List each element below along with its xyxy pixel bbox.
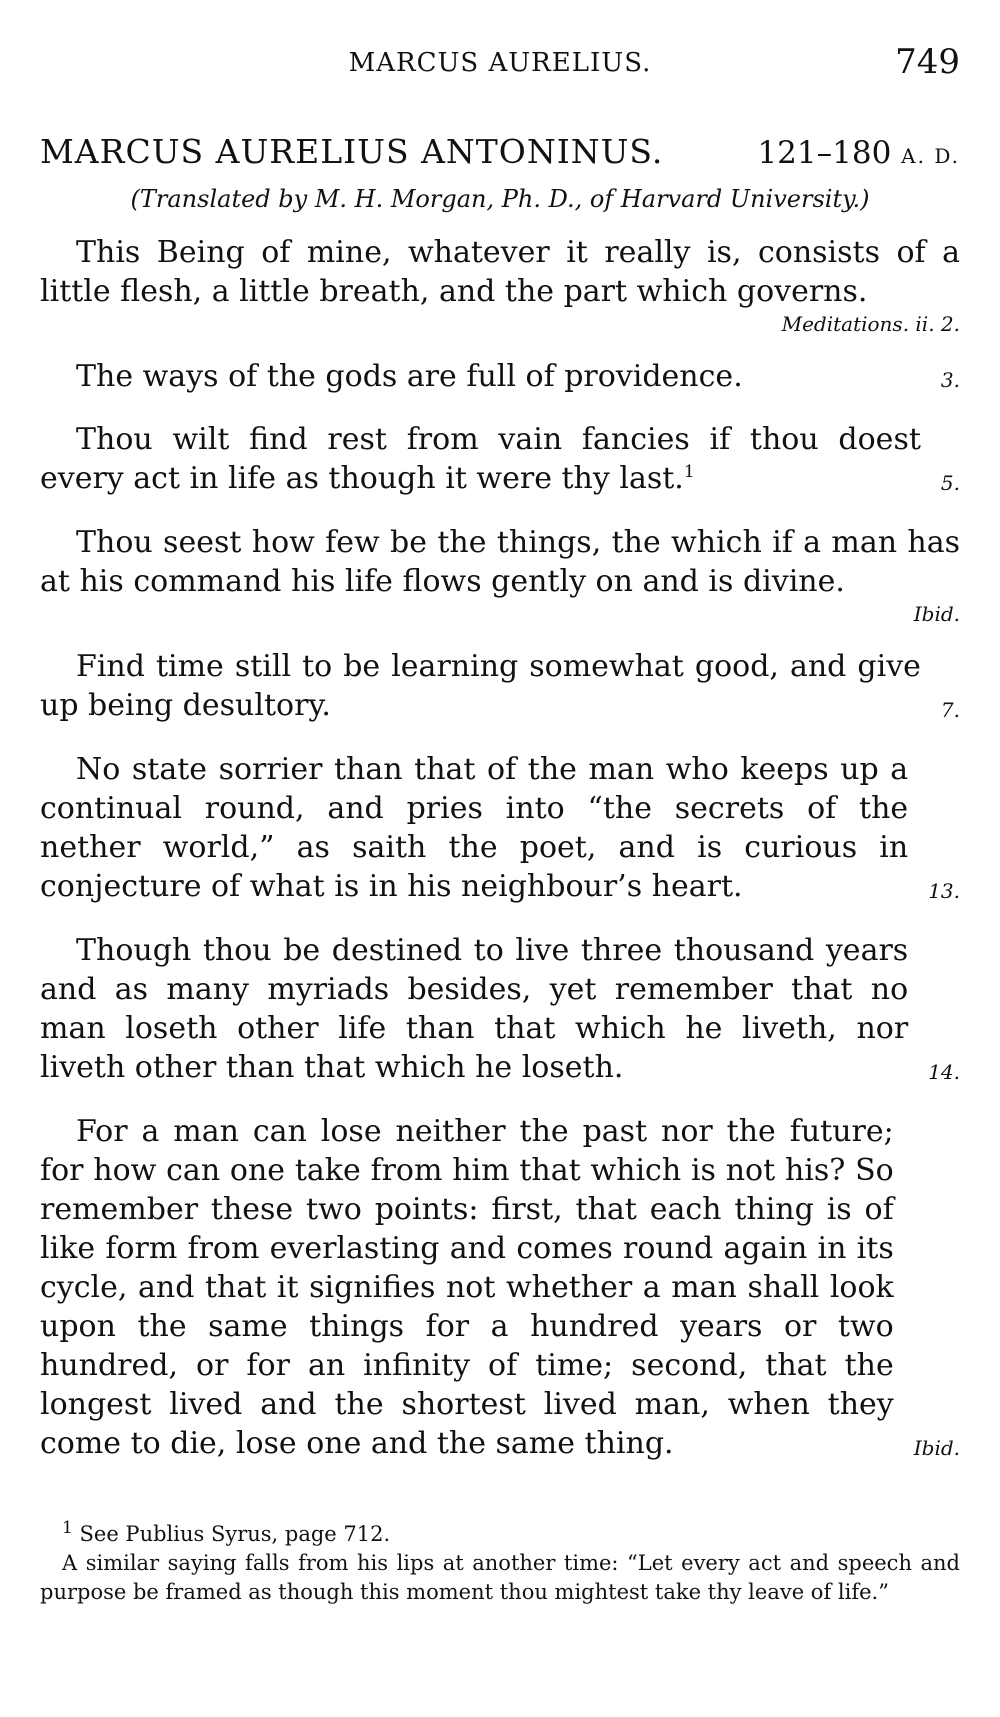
quote-reference: 13. (928, 879, 960, 903)
quote-text: For a man can lose neither the past nor the future; for how can one take from him that which is not his? So remember these two points: first, that each thing is of like form from everlasting and comes round again in its cycle, and that it signifies not whether a man shall look upon the same things for a hundred years or two hundred, or for an infinity of time; second, that the longest lived and the shortest lived man, when they come to die, lose one and the same thing. (40, 1114, 894, 1461)
quote-text: No state sorrier than that of the man who keeps up a continual round, and pries into “the secrets of the nether world,” as saith the poet, and is curious in conjecture of what is in his neighbour’s heart. (40, 752, 909, 904)
page-number: 749 (895, 42, 960, 82)
quote-reference: 3. (940, 368, 960, 392)
quote (40, 420, 960, 503)
quote-text: Thou seest how few be the things, the which if a man has at his command his life flows gently on and is divine. (40, 525, 960, 599)
quote (40, 357, 960, 400)
quote-text: Find time still to be learning somewhat good, and give up being desultory. (40, 649, 921, 723)
footnote-number: 1 (62, 1518, 73, 1538)
quote-text: The ways of the gods are full of providence. (76, 359, 743, 394)
quote-text: Though thou be destined to live three thousand years and as many myriads besides, yet remember that no man loseth other life than that which he liveth, nor liveth other than that which he loseth. (40, 933, 909, 1085)
quote-reference: 14. (928, 1060, 960, 1084)
book-page (40, 36, 960, 1607)
quote (40, 647, 960, 730)
footnotes (40, 1520, 960, 1607)
translator-credit: (Translated by M. H. Morgan, Ph. D., of Harvard University.) (130, 185, 870, 213)
quote (40, 750, 960, 911)
quote-reference: Meditations. ii. 2. (781, 312, 960, 336)
footnote-marker: 1 (683, 462, 695, 482)
author-name: MARCUS AURELIUS ANTONINUS. (40, 132, 664, 171)
quote (40, 523, 960, 627)
quote-text-wrapper (40, 420, 960, 498)
author-heading (40, 132, 960, 171)
footnote-continuation: A similar saying falls from his lips at another time: “Let every act and speech and purpose be framed as though this moment thou mightest take thy leave of life.” (40, 1551, 960, 1604)
author-dates (757, 135, 960, 171)
footnote-text: See Publius Syrus, page 712. (79, 1522, 391, 1546)
running-title: MARCUS AURELIUS. (348, 48, 652, 78)
quote-text: This Being of mine, whatever it really is, consists of a little flesh, a little breath, and the part which governs. (40, 235, 960, 309)
author-era: A. D. (901, 144, 960, 168)
quote-text: Thou wilt find rest from vain fancies if thou doest every act in life as though it were thy last. (40, 422, 921, 496)
quote-reference: Ibid. (913, 602, 960, 626)
quote-reference: 7. (940, 698, 960, 722)
running-head (40, 36, 960, 92)
quote (40, 931, 960, 1092)
quote-reference: Ibid. (913, 1436, 960, 1460)
quote (40, 233, 960, 337)
author-years: 121–180 (757, 135, 892, 171)
quote-reference: 5. (940, 471, 960, 495)
quote (40, 1112, 960, 1468)
footnote (40, 1520, 960, 1549)
